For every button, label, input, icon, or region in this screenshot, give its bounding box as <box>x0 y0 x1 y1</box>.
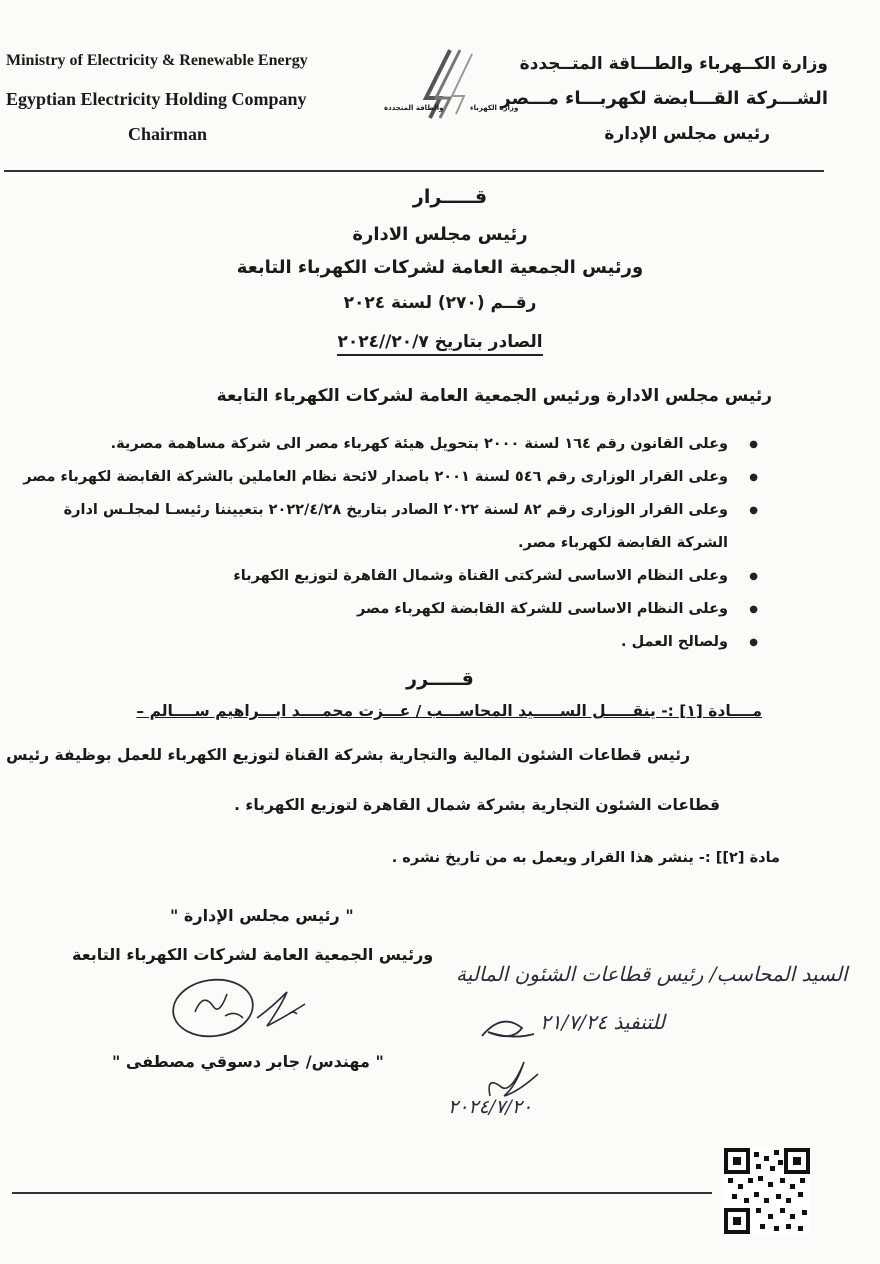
article1-line2: رئيس قطاعات الشئون المالية والتجارية بشركة القناة لتوزيع الكهرباء للعمل بوظيفة رئيس <box>6 746 690 764</box>
article2: مادة [٢]] :- ينشر هذا القرار ويعمل به من تاريخ نشره . <box>391 850 780 866</box>
citation-item-continued: الشركة القابضة لكهرباء مصر. <box>518 535 728 551</box>
lightning-logo-icon <box>380 46 520 128</box>
article1-line1: مــــادة [١] :- ينقـــــل الســـــيد المحاســـب / عـــزت محمــــد ابـــراهيم ســــالم – <box>136 702 762 720</box>
header-company-en: Egyptian Electricity Holding Company <box>6 89 307 109</box>
citation-item: ● وعلى القانون رقم ١٦٤ لسنة ٢٠٠٠ بتحويل هيئة كهرباء مصر الى شركة مساهمة مصرية. <box>50 428 750 461</box>
signature-scribble-icon <box>165 972 335 1042</box>
header-chairman-ar: رئيس مجلس الإدارة <box>604 124 770 144</box>
handwritten-note-line2-wrap <box>470 1006 820 1050</box>
qr-code-icon <box>724 1148 810 1234</box>
qr-code <box>724 1148 810 1234</box>
signature-title2: ورئيس الجمعية العامة لشركات الكهرباء التابعة <box>72 945 434 964</box>
citations-list <box>23 428 750 659</box>
chairman-signature <box>165 972 335 1042</box>
article1-line3: قطاعات الشئون التجارية بشركة شمال القاهرة لتوزيع الكهرباء . <box>234 796 720 814</box>
decides-heading: قـــــرر <box>406 668 474 690</box>
handwritten-note-line2: للتنفيذ ٢١/٧/٢٤ <box>540 1010 665 1034</box>
header-divider <box>4 170 824 172</box>
citation-item: ● وعلى القرار الوزارى رقم ٨٢ لسنة ٢٠٢٢ الصادر بتاريخ ٢٠٢٢/٤/٢٨ بتعييننا رئيسـا لمجلـس ادارة <box>50 494 750 527</box>
header-ministry-ar: وزارة الكــهرباء والطـــاقة المتــجددة <box>519 54 828 74</box>
citation-item: ● ولصالح العمل . <box>50 626 750 659</box>
logo-text-right: وزارة الكهرباء <box>470 104 519 112</box>
citation-item: ● وعلى النظام الاساسى للشركة القابضة لكهرباء مصر <box>50 593 750 626</box>
logo-text-left: والطاقة المتجددة <box>384 104 444 112</box>
header-chairman-en: Chairman <box>128 124 208 144</box>
decision-number: رقــم (٢٧٠) لسنة ٢٠٢٤ <box>343 293 537 313</box>
decision-date-wrap <box>0 332 880 352</box>
citation-item: ● وعلى النظام الاساسى لشركتى القناة وشمال القاهرة لتوزيع الكهرباء <box>50 560 750 593</box>
handwritten-initials <box>440 1056 590 1126</box>
citation-item: ● وعلى القرار الوزارى رقم ٥٤٦ لسنة ٢٠٠١ باصدار لائحة نظام العاملين بالشركة القابضة لكهرباء مصر <box>50 461 750 494</box>
signature-name: " مهندس/ جابر دسوقي مصطفى " <box>112 1052 384 1071</box>
header-ministry-en: Ministry of Electricity & Renewable Energy <box>6 52 308 69</box>
footer-divider <box>12 1192 712 1194</box>
header-company-ar: الشـــركة القـــابضة لكهربـــاء مـــصر <box>500 88 828 109</box>
title-line1: رئيس مجلس الادارة <box>352 224 528 245</box>
preamble: رئيس مجلس الادارة ورئيس الجمعية العامة لشركات الكهرباء التابعة <box>216 386 772 406</box>
pen-flourish-icon <box>478 1010 538 1050</box>
company-logo <box>380 46 520 128</box>
decision-title: قـــــرار <box>412 186 488 208</box>
title-line2: ورئيس الجمعية العامة لشركات الكهرباء التابعة <box>236 257 644 278</box>
signature-title1: " رئيس مجلس الإدارة " <box>170 906 354 925</box>
decision-date: الصادر بتاريخ ٢٠/٧//٢٠٢٤ <box>337 332 542 356</box>
handwritten-date: ٢٠٢٤/٧/٢٠ <box>448 1096 533 1118</box>
handwritten-note-line1: السيد المحاسب/ رئيس قطاعات الشئون المالية <box>456 962 848 986</box>
